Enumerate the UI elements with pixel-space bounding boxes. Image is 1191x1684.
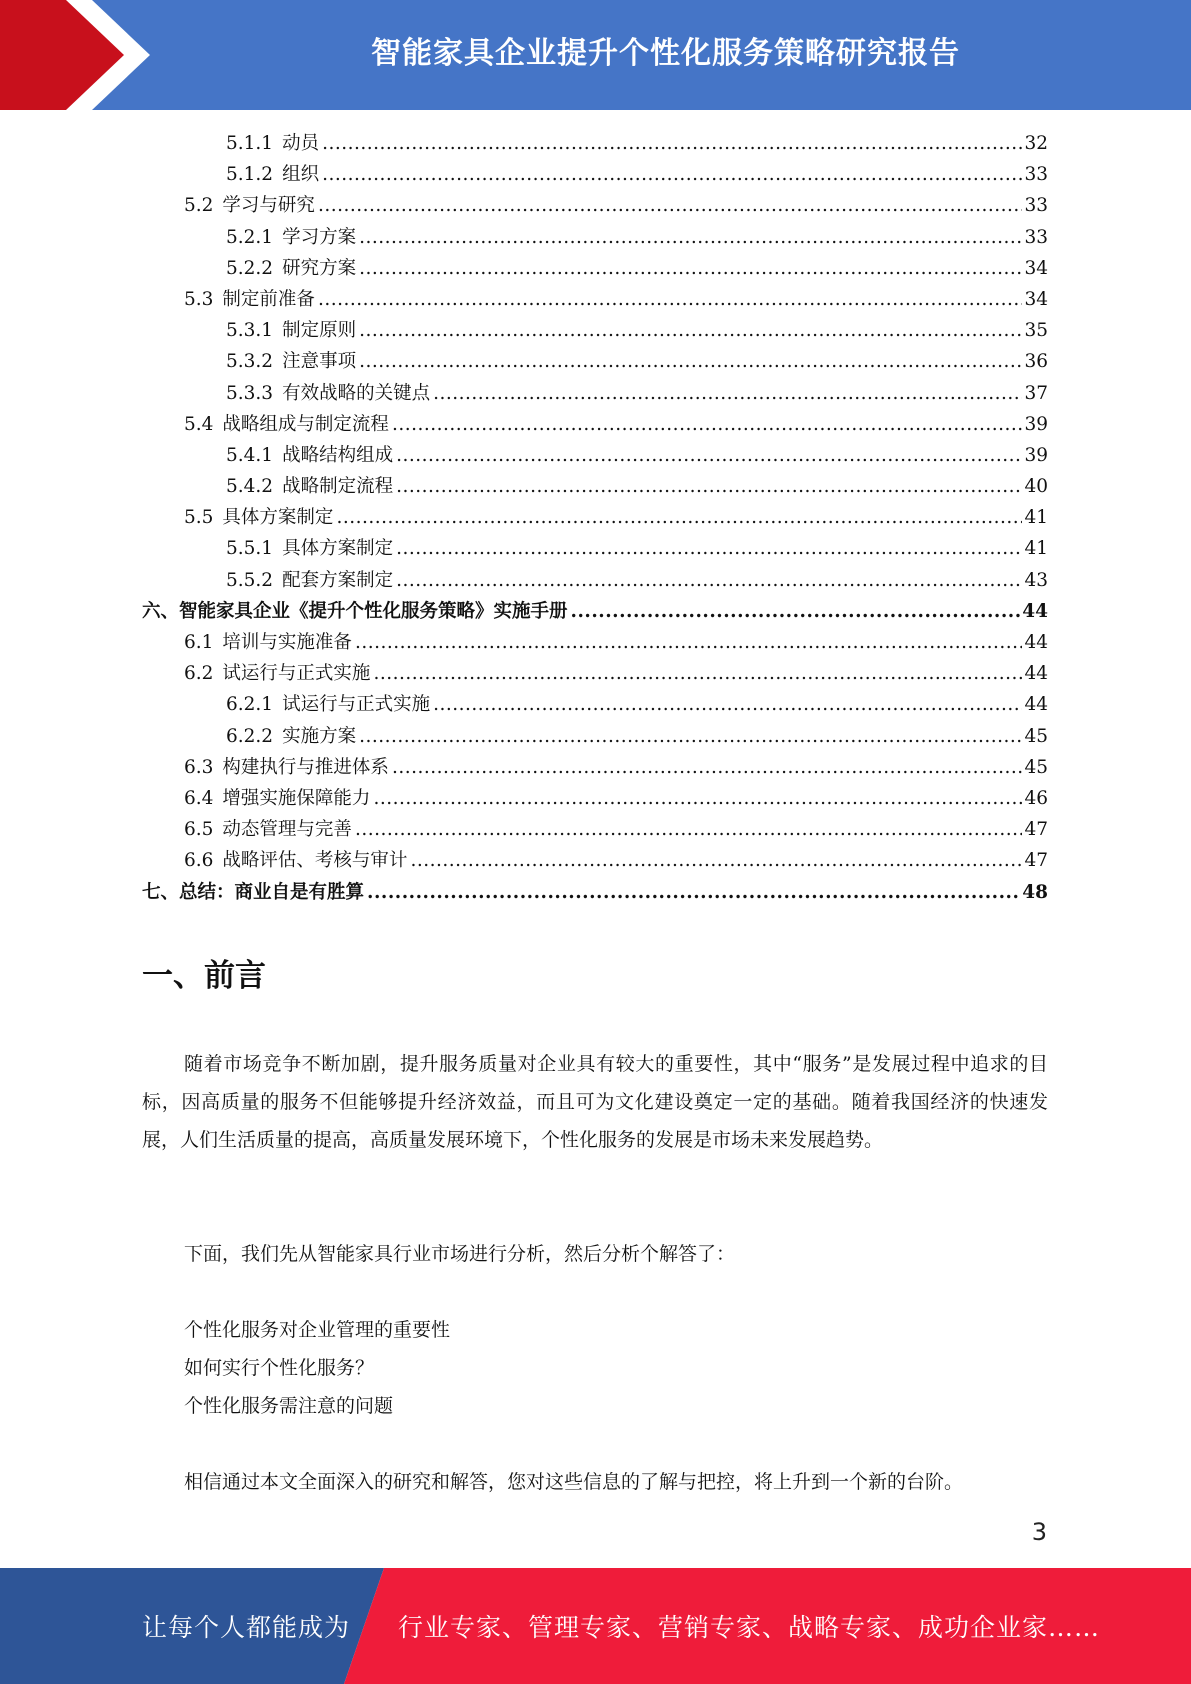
toc-leader-dots bbox=[359, 222, 1022, 253]
toc-leader-dots bbox=[433, 378, 1022, 409]
toc-entry-label: 七、总结：商业自是有胜算 bbox=[142, 881, 365, 903]
toc-entry-number: 5.2 bbox=[184, 195, 214, 217]
toc-entry-number: 6.2.2 bbox=[226, 725, 274, 747]
footer-slogan-right: 行业专家、管理专家、营销专家、战略专家、成功企业家…… bbox=[398, 1613, 1101, 1642]
toc-leader-dots bbox=[318, 190, 1023, 221]
header-chevron-decoration bbox=[0, 0, 160, 110]
toc-entry-page: 34 bbox=[1024, 257, 1048, 279]
toc-entry[interactable] bbox=[142, 845, 1048, 876]
toc-entry-label: 战略评估、考核与审计 bbox=[222, 850, 408, 872]
toc-entry-label: 学习方案 bbox=[282, 226, 357, 248]
toc-entry-page: 40 bbox=[1024, 476, 1048, 498]
toc-entry-number: 6.2.1 bbox=[226, 694, 274, 716]
toc-entry[interactable] bbox=[142, 440, 1048, 471]
toc-leader-dots bbox=[359, 346, 1022, 377]
page-number: 3 bbox=[1031, 1518, 1047, 1546]
toc-entry-number: 6.1 bbox=[184, 632, 214, 653]
toc-entry-number: 6.3 bbox=[184, 756, 214, 778]
preface-question-list bbox=[184, 1311, 450, 1425]
toc-entry-page: 39 bbox=[1024, 413, 1048, 435]
toc-entry-label: 试运行与正式实施 bbox=[282, 694, 431, 716]
toc-entry-number: 6.5 bbox=[184, 819, 214, 841]
toc-entry-number: 5.3.2 bbox=[226, 351, 274, 373]
toc-entry[interactable] bbox=[142, 190, 1048, 221]
toc-entry-number: 5.3.3 bbox=[226, 382, 274, 404]
toc-entry-page: 44 bbox=[1024, 632, 1048, 653]
toc-entry-label: 战略制定流程 bbox=[282, 476, 394, 498]
toc-entry-label: 制定原则 bbox=[282, 320, 357, 342]
toc-entry-page: 48 bbox=[1022, 881, 1048, 903]
list-item: 如何实行个性化服务？ bbox=[184, 1357, 375, 1379]
toc-entry-page: 39 bbox=[1024, 444, 1048, 466]
toc-entry-number: 5.4.2 bbox=[226, 476, 274, 498]
toc-entry[interactable] bbox=[142, 128, 1048, 159]
toc-entry-label: 研究方案 bbox=[282, 257, 357, 279]
toc-entry-number: 5.4 bbox=[184, 413, 214, 435]
toc-entry-page: 45 bbox=[1024, 756, 1048, 778]
toc-leader-dots bbox=[392, 409, 1023, 440]
toc-entry-number: 6.4 bbox=[184, 787, 214, 809]
toc-entry-number: 6.2 bbox=[184, 663, 214, 685]
toc-entry[interactable] bbox=[142, 658, 1048, 689]
toc-leader-dots bbox=[336, 502, 1022, 533]
toc-entry-label: 战略组成与制定流程 bbox=[222, 413, 389, 435]
toc-entry-page: 47 bbox=[1024, 850, 1048, 872]
toc-entry[interactable] bbox=[142, 222, 1048, 253]
toc-entry[interactable] bbox=[142, 783, 1048, 814]
preface-paragraph-2: 下面，我们先从智能家具行业市场进行分析，然后分析个解答了： bbox=[184, 1243, 736, 1265]
toc-leader-dots bbox=[322, 159, 1022, 190]
toc-entry-label: 组织 bbox=[282, 164, 320, 186]
toc-entry-label: 增强实施保障能力 bbox=[222, 787, 371, 809]
toc-entry-label: 具体方案制定 bbox=[282, 538, 394, 560]
toc-entry[interactable] bbox=[142, 596, 1048, 627]
toc-entry[interactable] bbox=[142, 533, 1048, 564]
preface-paragraph-1: 随着市场竞争不断加剧，提升服务质量对企业具有较大的重要性，其中“服务”是发展过程中追求的目标，因高质量的服务不但能够提升经济效益，而且可为文化建设奠定一定的基础。随着我国经济的快速发展，人们生活质量的提高，高质量发展环境下，个性化服务的发展是市场未来发展趋势。 bbox=[142, 1053, 1048, 1151]
toc-leader-dots bbox=[355, 627, 1023, 658]
toc-entry[interactable] bbox=[142, 814, 1048, 845]
section-title: 一、前言 bbox=[142, 958, 266, 994]
toc-entry[interactable] bbox=[142, 471, 1048, 502]
toc-entry-number: 5.1.2 bbox=[226, 164, 274, 186]
toc-entry-label: 试运行与正式实施 bbox=[222, 663, 371, 685]
toc-entry-number: 6.6 bbox=[184, 850, 214, 872]
toc-entry-page: 47 bbox=[1024, 819, 1048, 841]
toc-entry[interactable] bbox=[142, 502, 1048, 533]
preface-paragraph-3: 相信通过本文全面深入的研究和解答，您对这些信息的了解与把控，将上升到一个新的台阶。 bbox=[184, 1471, 964, 1493]
toc-leader-dots bbox=[396, 440, 1022, 471]
toc-entry-label: 具体方案制定 bbox=[222, 507, 334, 529]
toc-entry-number: 5.4.1 bbox=[226, 444, 274, 466]
toc-leader-dots bbox=[359, 253, 1022, 284]
page-footer bbox=[0, 1568, 1191, 1684]
toc-entry-label: 培训与实施准备 bbox=[222, 632, 352, 653]
toc-entry-number: 5.3.1 bbox=[226, 320, 274, 342]
toc-entry-page: 35 bbox=[1024, 320, 1048, 342]
toc-entry-label: 实施方案 bbox=[282, 725, 357, 747]
toc-entry-label: 战略结构组成 bbox=[282, 444, 394, 466]
toc-entry[interactable] bbox=[142, 159, 1048, 190]
toc-entry-page: 32 bbox=[1024, 133, 1048, 154]
toc-entry-page: 43 bbox=[1024, 569, 1048, 591]
toc-entry-label: 六、智能家具企业《提升个性化服务策略》实施手册 bbox=[142, 600, 568, 622]
toc-entry-number: 5.5.2 bbox=[226, 569, 274, 591]
toc-leader-dots bbox=[392, 752, 1023, 783]
toc-entry-number: 5.2.1 bbox=[226, 226, 274, 248]
list-item: 个性化服务对企业管理的重要性 bbox=[184, 1319, 451, 1341]
toc-entry-page: 45 bbox=[1024, 725, 1048, 747]
toc-entry[interactable] bbox=[142, 627, 1048, 658]
toc-entry-page: 44 bbox=[1024, 663, 1048, 685]
toc-entry[interactable] bbox=[142, 877, 1048, 908]
toc-leader-dots bbox=[359, 315, 1022, 346]
page-header bbox=[0, 0, 1191, 110]
toc-entry-label: 动员 bbox=[282, 133, 320, 154]
toc-entry[interactable] bbox=[142, 752, 1048, 783]
toc-entry-number: 5.3 bbox=[184, 288, 214, 310]
toc-entry[interactable] bbox=[142, 689, 1048, 720]
toc-entry[interactable] bbox=[142, 409, 1048, 440]
toc-entry-number: 5.1.1 bbox=[226, 133, 274, 154]
toc-entry-page: 33 bbox=[1024, 226, 1048, 248]
toc-entry-number: 5.2.2 bbox=[226, 257, 274, 279]
report-title: 智能家具企业提升个性化服务策略研究报告 bbox=[371, 36, 960, 71]
toc-entry-number: 5.5 bbox=[184, 507, 214, 529]
toc-entry[interactable] bbox=[142, 315, 1048, 346]
toc-entry-page: 33 bbox=[1024, 164, 1048, 186]
toc-leader-dots bbox=[359, 721, 1022, 752]
toc-entry[interactable] bbox=[142, 721, 1048, 752]
toc-entry-page: 44 bbox=[1022, 600, 1048, 622]
toc-entry[interactable] bbox=[142, 565, 1048, 596]
toc-entry-label: 配套方案制定 bbox=[282, 569, 394, 591]
toc-entry[interactable] bbox=[142, 284, 1048, 315]
toc-leader-dots bbox=[367, 877, 1020, 908]
toc-entry-page: 37 bbox=[1024, 382, 1048, 404]
toc-entry-page: 33 bbox=[1024, 195, 1048, 217]
toc-leader-dots bbox=[396, 471, 1022, 502]
toc-leader-dots bbox=[571, 596, 1021, 627]
toc-entry-page: 34 bbox=[1024, 288, 1048, 310]
toc-leader-dots bbox=[373, 783, 1022, 814]
toc-entry-label: 构建执行与推进体系 bbox=[222, 756, 389, 778]
toc-entry-label: 注意事项 bbox=[282, 351, 357, 373]
toc-leader-dots bbox=[373, 658, 1022, 689]
toc-entry[interactable] bbox=[142, 378, 1048, 409]
toc-entry-page: 46 bbox=[1024, 787, 1048, 809]
table-of-contents bbox=[142, 128, 1048, 908]
toc-entry[interactable] bbox=[142, 253, 1048, 284]
toc-leader-dots bbox=[433, 689, 1022, 720]
toc-entry[interactable] bbox=[142, 346, 1048, 377]
toc-leader-dots bbox=[410, 845, 1022, 876]
toc-entry-number: 5.5.1 bbox=[226, 538, 274, 560]
footer-slogan-left: 让每个人都能成为 bbox=[142, 1613, 351, 1642]
toc-entry-label: 学习与研究 bbox=[222, 195, 315, 217]
toc-leader-dots bbox=[396, 533, 1022, 564]
toc-entry-label: 有效战略的关键点 bbox=[282, 382, 431, 404]
toc-leader-dots bbox=[355, 814, 1023, 845]
toc-leader-dots bbox=[322, 128, 1022, 159]
toc-leader-dots bbox=[318, 284, 1023, 315]
toc-entry-page: 41 bbox=[1024, 538, 1048, 560]
toc-entry-page: 36 bbox=[1024, 351, 1048, 373]
toc-entry-label: 动态管理与完善 bbox=[222, 819, 352, 841]
toc-entry-page: 41 bbox=[1024, 507, 1048, 529]
toc-entry-label: 制定前准备 bbox=[222, 288, 315, 310]
toc-entry-page: 44 bbox=[1024, 694, 1048, 716]
toc-leader-dots bbox=[396, 565, 1022, 596]
list-item: 个性化服务需注意的问题 bbox=[184, 1395, 394, 1417]
